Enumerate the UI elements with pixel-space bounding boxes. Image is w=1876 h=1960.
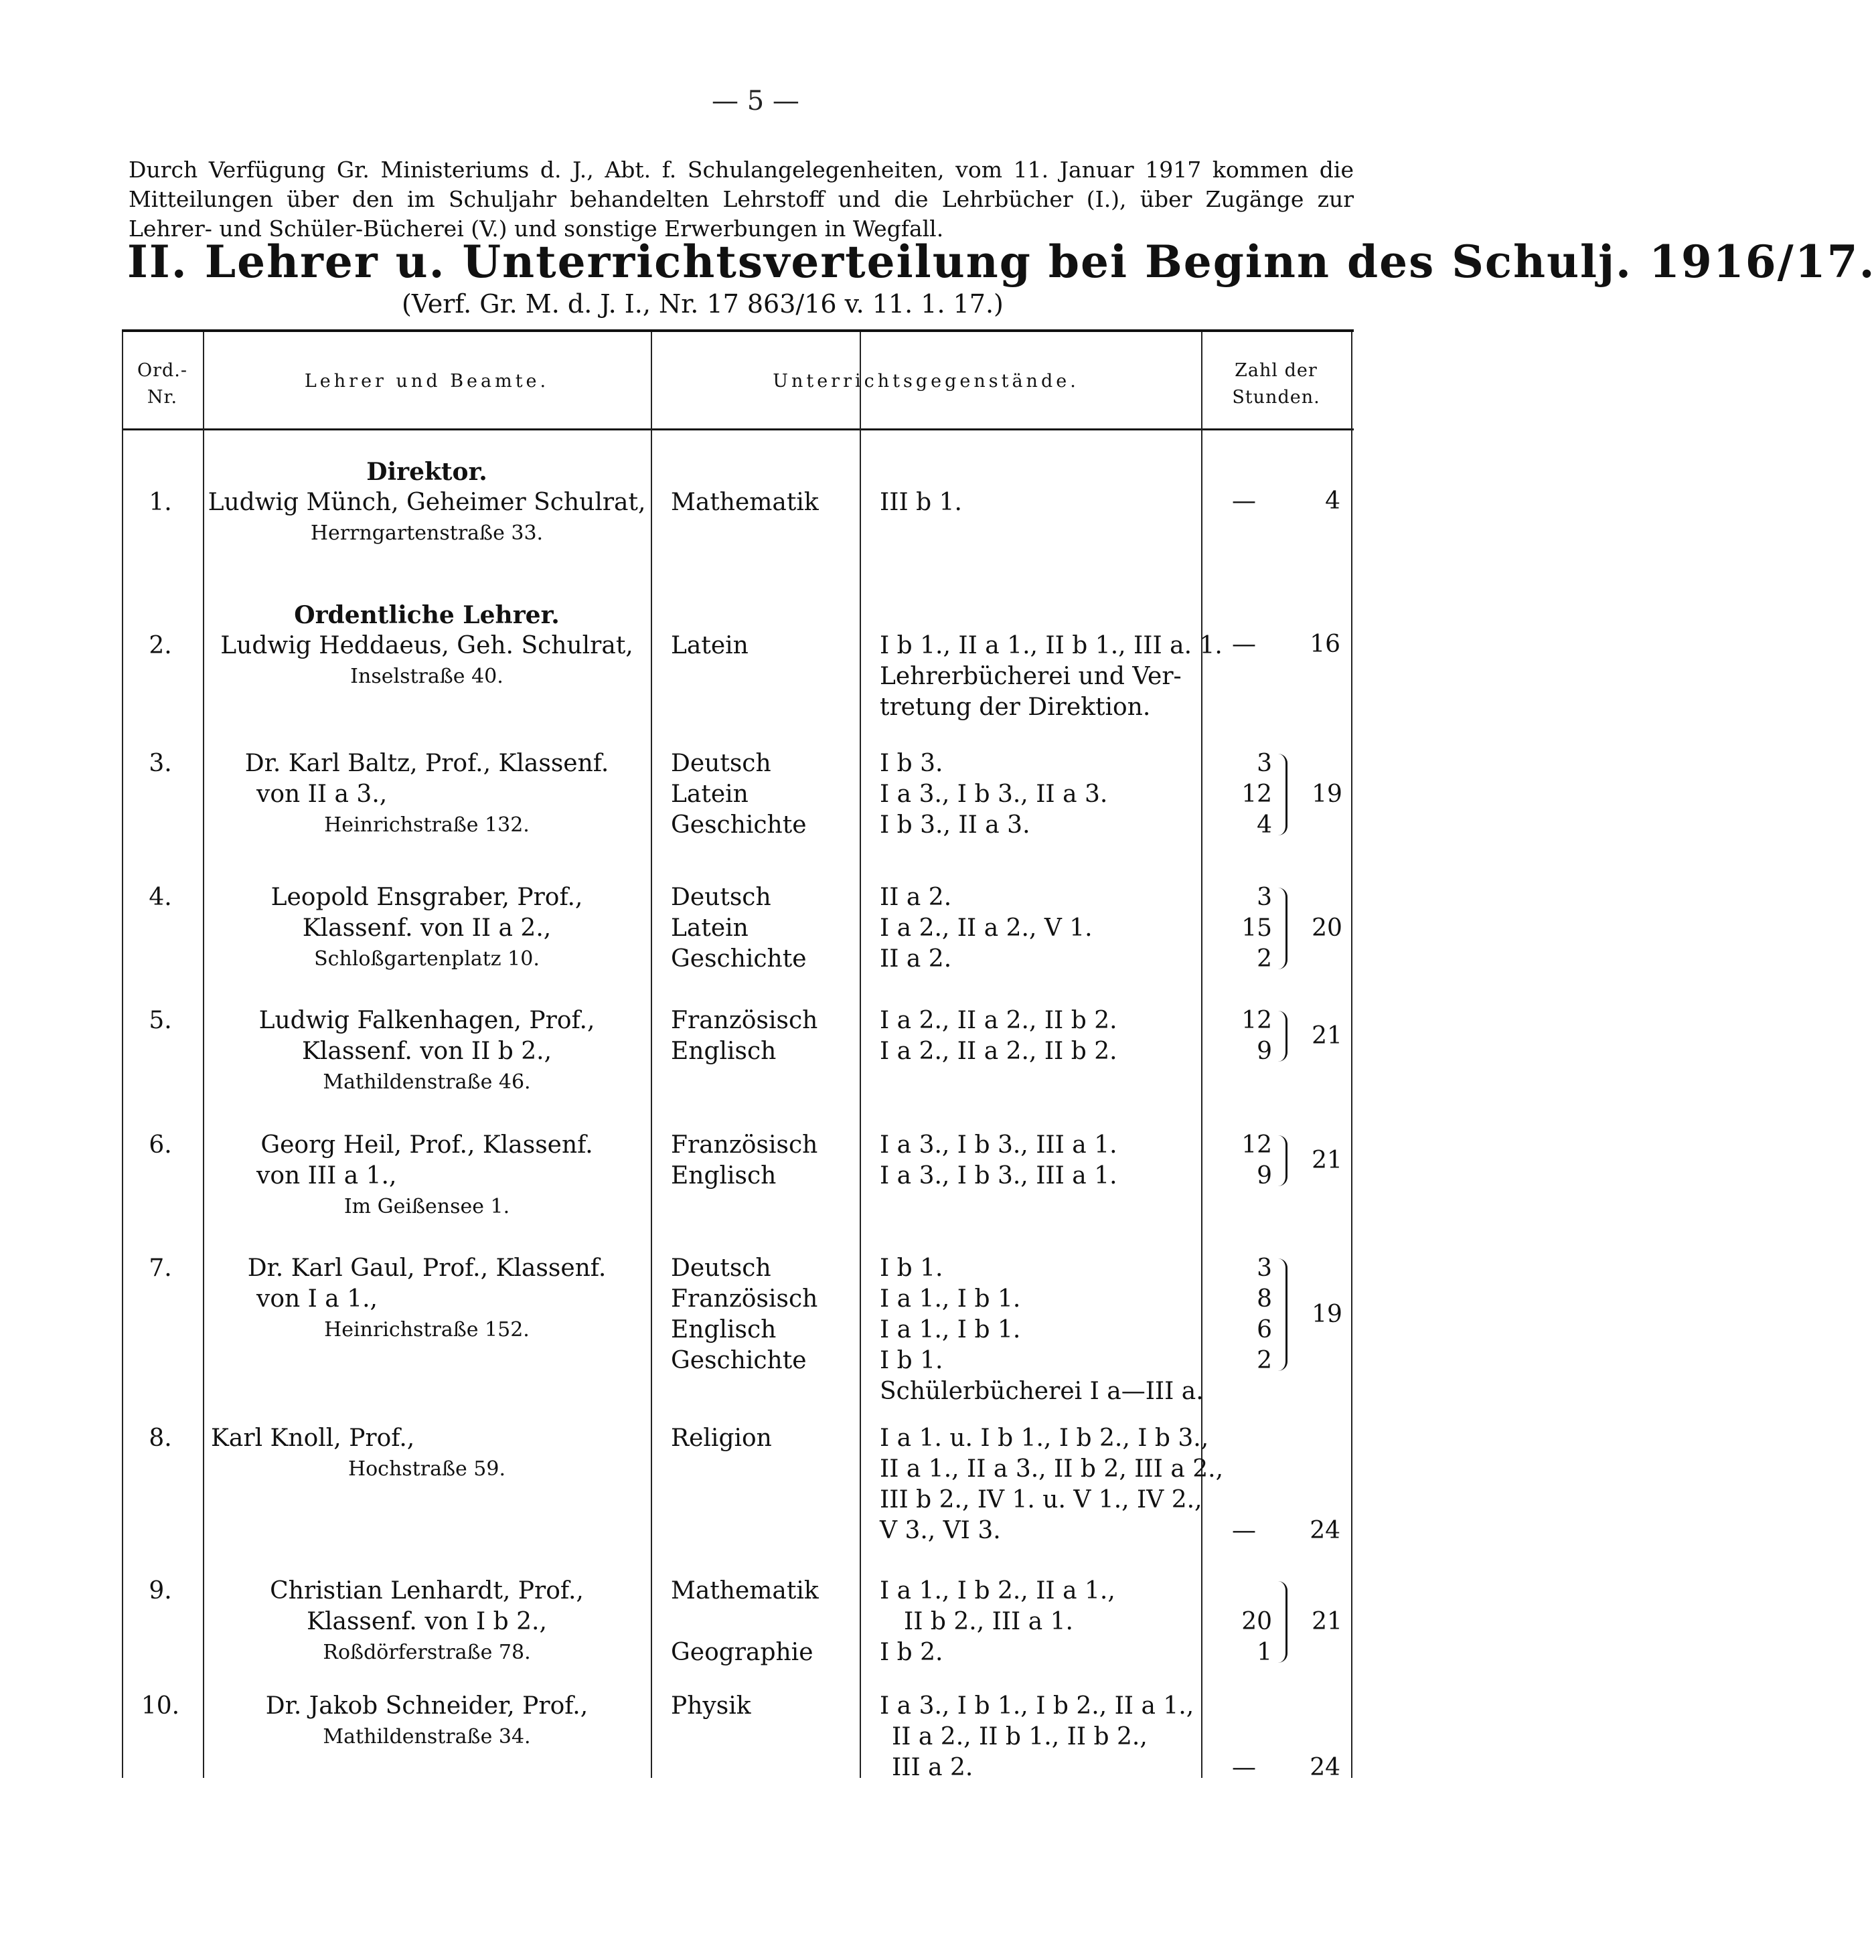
- decree-reference: (Verf. Gr. M. d. J. I., Nr. 17 863/16 v. 11. 1. 17.): [402, 289, 1004, 319]
- hours-total: 20: [1312, 914, 1342, 942]
- teacher-address: Mathildenstraße 46.: [323, 1070, 531, 1094]
- teacher-table: [122, 329, 1354, 1782]
- teacher-name: Dr. Karl Baltz, Prof., Klassenf.: [244, 750, 609, 777]
- class-line: I a 1., I b 1.: [880, 1285, 1021, 1313]
- row-number: 1.: [149, 489, 172, 516]
- header-ord-nr: [122, 357, 203, 411]
- class-line: II a 2.: [880, 945, 952, 973]
- hours-total: 21: [1312, 1022, 1342, 1050]
- row-number: 4.: [149, 884, 172, 911]
- table-left-border: [122, 332, 123, 1778]
- subject-list: [671, 748, 872, 841]
- hours-value: 3: [1257, 1254, 1272, 1282]
- hours-value: 6: [1257, 1316, 1272, 1343]
- class-line: I b 3., II a 3.: [880, 811, 1030, 839]
- row-number: 5.: [149, 1007, 172, 1034]
- class-line: I a 1., I b 2., II a 1.,: [880, 1577, 1115, 1605]
- section-label-teachers: Ordentliche Lehrer.: [294, 601, 560, 629]
- row-number: 8.: [149, 1424, 172, 1452]
- subject: Englisch: [671, 1162, 777, 1190]
- hours-total: 21: [1312, 1147, 1342, 1174]
- hours-list: [1205, 1253, 1272, 1376]
- subject: Deutsch: [671, 884, 771, 911]
- teacher-address: Heinrichstraße 152.: [324, 1318, 530, 1341]
- hours-list: [1205, 748, 1272, 841]
- teacher-name: Leopold Ensgraber, Prof.,: [270, 884, 583, 911]
- column-divider-teacher: [651, 332, 652, 1778]
- hours-value: 2: [1257, 945, 1272, 973]
- subject: Latein: [671, 914, 749, 942]
- header-ord-line2: Nr.: [147, 387, 178, 408]
- hours-brace: [1276, 1581, 1287, 1663]
- intro-paragraph: Durch Verfügung Gr. Ministeriums d. J., Abt. f. Schulangelegenheiten, vom 11. Januar 1917 kommen die Mitteilungen über den im Schuljahr behandelten Lehrstoff und die Lehrbücher (I.), über Zugänge zur Lehrer- und Schüler-Bücherei (V.) und sonstige Erwerbungen in Wegfall.: [129, 157, 1354, 242]
- class-line: I b 3.: [880, 750, 943, 777]
- subject: Mathematik: [671, 489, 819, 516]
- teacher-address: Hochstraße 59.: [347, 1457, 506, 1481]
- subject-list: [671, 1005, 872, 1067]
- subject: Französisch: [671, 1285, 818, 1313]
- teacher-class: Klassenf. von I b 2.,: [307, 1608, 547, 1635]
- teacher-address: Heinrichstraße 132.: [324, 813, 530, 837]
- hours-value: 12: [1241, 1131, 1272, 1159]
- hours-total: 4: [1325, 487, 1340, 515]
- hours-dash: —: [1232, 1517, 1256, 1544]
- class-line: V 3., VI 3.: [880, 1517, 1001, 1544]
- subject: Geschichte: [671, 811, 807, 839]
- hours-brace: [1276, 1135, 1287, 1186]
- subject: Mathematik: [671, 1577, 819, 1605]
- class-line: tretung der Direktion.: [880, 693, 1151, 721]
- header-ord-line1: Ord.-: [137, 360, 188, 381]
- teacher-name: Ludwig Heddaeus, Geh. Schulrat,: [220, 632, 633, 659]
- class-line: I a 3., I b 3., III a 1.: [880, 1162, 1117, 1190]
- teacher-address: Roßdörferstraße 78.: [323, 1641, 531, 1664]
- teacher-name: Christian Lenhardt, Prof.,: [270, 1577, 584, 1605]
- subject: Geschichte: [671, 945, 807, 973]
- hours-value: 8: [1257, 1285, 1272, 1313]
- teacher-name: Ludwig Falkenhagen, Prof.,: [258, 1007, 595, 1034]
- row-number: 9.: [149, 1577, 172, 1605]
- class-line: II a 2.: [880, 884, 952, 911]
- subject: Englisch: [671, 1038, 777, 1065]
- hours-total: 16: [1310, 631, 1340, 658]
- subject: Geschichte: [671, 1347, 807, 1374]
- table-right-border: [1351, 332, 1352, 1778]
- table-top-rule: [122, 329, 1354, 332]
- class-line: II a 1., II a 3., II b 2, III a 2.,: [880, 1455, 1224, 1483]
- hours-list: [1205, 1607, 1272, 1668]
- teacher-class: von II a 3.,: [256, 781, 388, 808]
- hours-value: 9: [1257, 1162, 1272, 1190]
- hours-value: 9: [1257, 1038, 1272, 1065]
- teacher-class: von III a 1.,: [256, 1162, 397, 1190]
- hours-value: 3: [1257, 750, 1272, 777]
- subject-list: [671, 1576, 872, 1668]
- teacher-class: von I a 1.,: [256, 1285, 378, 1313]
- hours-brace: [1276, 888, 1287, 969]
- class-line: I a 2., II a 2., II b 2.: [880, 1007, 1117, 1034]
- class-line: I b 1.: [880, 1254, 943, 1282]
- row-number: 10.: [141, 1692, 180, 1720]
- class-line: I b 1.: [880, 1347, 943, 1374]
- subject: Latein: [671, 781, 749, 808]
- teacher-class: Klassenf. von II b 2.,: [301, 1038, 552, 1065]
- hours-total: 19: [1312, 781, 1342, 808]
- teacher-name: Georg Heil, Prof., Klassenf.: [260, 1131, 593, 1159]
- class-line: I a 2., II a 2., II b 2.: [880, 1038, 1117, 1065]
- hours-value: 20: [1241, 1608, 1272, 1635]
- subject: Geographie: [671, 1639, 813, 1666]
- row-number: 3.: [149, 750, 172, 777]
- hours-brace: [1276, 754, 1287, 835]
- hours-list: [1205, 1005, 1272, 1067]
- teacher-name: Ludwig Münch, Geheimer Schulrat,: [208, 489, 646, 516]
- class-line: I a 2., II a 2., V 1.: [880, 914, 1093, 942]
- teacher-address: Herrngartenstraße 33.: [310, 521, 544, 545]
- teacher-address: Inselstraße 40.: [350, 665, 503, 688]
- section-heading: II. Lehrer u. Unterrichtsverteilung bei Beginn des Schulj. 1916/17.: [127, 236, 1876, 288]
- hours-value: 15: [1241, 914, 1272, 942]
- hours-brace: [1276, 1258, 1287, 1371]
- hours-value: 3: [1257, 884, 1272, 911]
- class-line: Schülerbücherei I a—III a.: [880, 1378, 1204, 1405]
- class-line: I a 3., I b 1., I b 2., II a 1.,: [880, 1692, 1194, 1720]
- header-bottom-rule: [122, 428, 1354, 430]
- header-subjects: Unterrichtsgegenstände.: [773, 371, 1079, 392]
- hours-total: 21: [1312, 1608, 1342, 1635]
- page-number: — 5 —: [712, 86, 799, 116]
- subject-list: [671, 1130, 872, 1192]
- subject: Deutsch: [671, 750, 771, 777]
- section-label-director: Direktor.: [366, 458, 487, 486]
- subject: Latein: [671, 632, 749, 659]
- subject: Religion: [671, 1424, 772, 1452]
- hours-list: [1205, 882, 1272, 975]
- hours-value: 12: [1241, 781, 1272, 808]
- hours-value: 2: [1257, 1347, 1272, 1374]
- teacher-name: Dr. Karl Gaul, Prof., Klassenf.: [247, 1254, 607, 1282]
- hours-brace: [1276, 1011, 1287, 1062]
- header-teacher: Lehrer und Beamte.: [304, 371, 550, 392]
- subject: Physik: [671, 1692, 751, 1720]
- teacher-address: Im Geißensee 1.: [343, 1195, 510, 1218]
- class-line: II b 2., III a 1.: [904, 1608, 1073, 1635]
- row-number: 2.: [149, 632, 172, 659]
- row-number: 7.: [149, 1254, 172, 1282]
- teacher-name: Dr. Jakob Schneider, Prof.,: [265, 1692, 589, 1720]
- hours-dash: —: [1232, 1754, 1256, 1781]
- hours-dash: —: [1232, 487, 1256, 515]
- header-hours: [1201, 357, 1351, 411]
- teacher-name: Karl Knoll, Prof.,: [211, 1424, 415, 1452]
- class-line: I b 2.: [880, 1639, 943, 1666]
- subject: Englisch: [671, 1316, 777, 1343]
- subject-list: [671, 1253, 872, 1376]
- header-hours-line2: Stunden.: [1232, 387, 1320, 408]
- class-line: Lehrerbücherei und Ver-: [880, 663, 1182, 690]
- teacher-class: Klassenf. von II a 2.,: [302, 914, 552, 942]
- hours-value: 12: [1241, 1007, 1272, 1034]
- hours-dash: —: [1232, 631, 1256, 658]
- subject: Französisch: [671, 1007, 818, 1034]
- subject-list: [671, 882, 872, 975]
- row-number: 6.: [149, 1131, 172, 1159]
- hours-total: 24: [1310, 1754, 1340, 1781]
- subject: Französisch: [671, 1131, 818, 1159]
- subject: Deutsch: [671, 1254, 771, 1282]
- subject-spacer: [671, 1607, 872, 1637]
- class-line: II a 2., II b 1., II b 2.,: [892, 1723, 1148, 1750]
- hours-total: 24: [1310, 1517, 1340, 1544]
- teacher-address: Mathildenstraße 34.: [323, 1725, 531, 1748]
- class-line: I a 3., I b 3., III a 1.: [880, 1131, 1117, 1159]
- teacher-address: Schloßgartenplatz 10.: [314, 947, 540, 971]
- class-line: III a 2.: [892, 1754, 973, 1781]
- hours-value: 4: [1257, 811, 1272, 839]
- header-hours-line1: Zahl der: [1235, 360, 1318, 381]
- class-line: I a 3., I b 3., II a 3.: [880, 781, 1108, 808]
- hours-value: 1: [1257, 1639, 1272, 1666]
- class-line: I b 1., II a 1., II b 1., III a. 1.: [880, 632, 1223, 659]
- hours-list: [1205, 1130, 1272, 1192]
- class-line: I a 1., I b 1.: [880, 1316, 1021, 1343]
- class-line: I a 1. u. I b 1., I b 2., I b 3.,: [880, 1424, 1209, 1452]
- class-line: III b 2., IV 1. u. V 1., IV 2.,: [880, 1486, 1202, 1514]
- hours-total: 19: [1312, 1301, 1342, 1328]
- class-list: III b 1.: [880, 489, 962, 516]
